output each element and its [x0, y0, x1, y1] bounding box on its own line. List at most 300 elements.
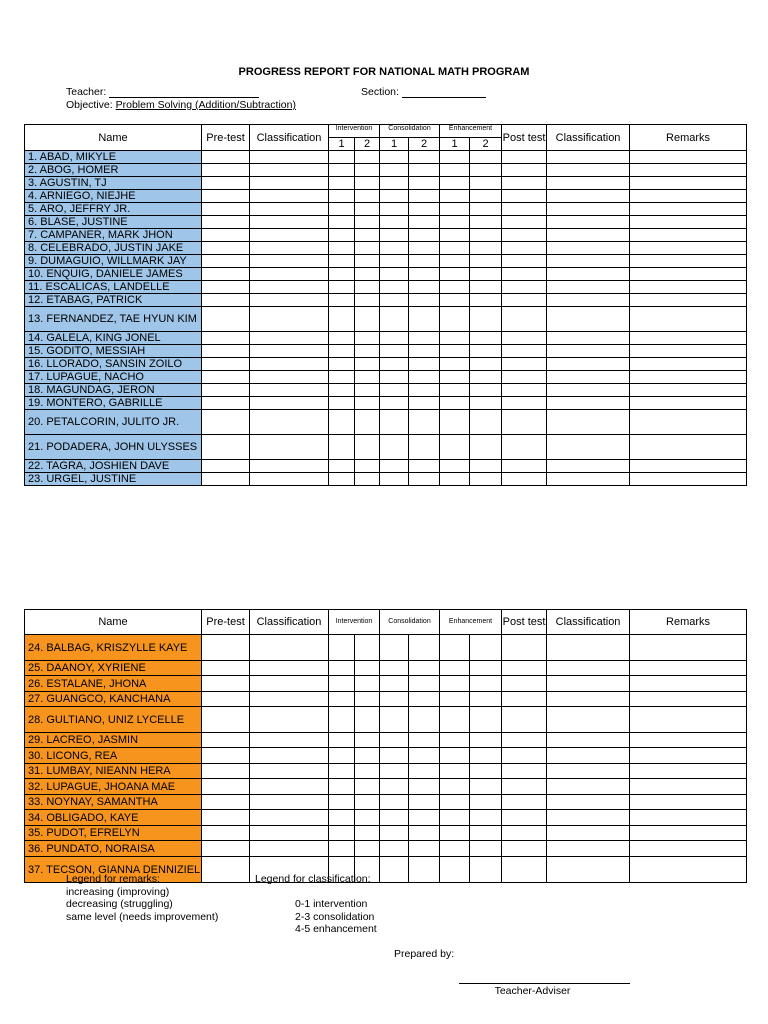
- enhancement-2-cell[interactable]: [470, 358, 502, 371]
- enhancement-1-cell[interactable]: [440, 242, 470, 255]
- intervention-1-cell[interactable]: [329, 164, 355, 177]
- intervention-1-cell[interactable]: [329, 707, 355, 733]
- classification-2-cell[interactable]: [547, 203, 630, 216]
- intervention-1-cell[interactable]: [329, 151, 355, 164]
- consolidation-1-cell[interactable]: [380, 810, 409, 826]
- pretest-cell[interactable]: [202, 281, 250, 294]
- enhancement-2-cell[interactable]: [470, 733, 502, 748]
- classification-2-cell[interactable]: [547, 410, 630, 435]
- pretest-cell[interactable]: [202, 810, 250, 826]
- intervention-2-cell[interactable]: [355, 190, 380, 203]
- enhancement-1-cell[interactable]: [440, 410, 470, 435]
- classification-cell[interactable]: [250, 810, 329, 826]
- enhancement-1-cell[interactable]: [440, 635, 470, 661]
- consolidation-2-cell[interactable]: [409, 397, 440, 410]
- enhancement-2-cell[interactable]: [470, 857, 502, 883]
- consolidation-2-cell[interactable]: [409, 268, 440, 281]
- enhancement-2-cell[interactable]: [470, 294, 502, 307]
- consolidation-2-cell[interactable]: [409, 733, 440, 748]
- classification-cell[interactable]: [250, 410, 329, 435]
- intervention-1-cell[interactable]: [329, 177, 355, 190]
- enhancement-1-cell[interactable]: [440, 164, 470, 177]
- enhancement-1-cell[interactable]: [440, 810, 470, 826]
- pretest-cell[interactable]: [202, 294, 250, 307]
- enhancement-1-cell[interactable]: [440, 733, 470, 748]
- remarks-cell[interactable]: [630, 190, 747, 203]
- remarks-cell[interactable]: [630, 764, 747, 779]
- remarks-cell[interactable]: [630, 384, 747, 397]
- consolidation-2-cell[interactable]: [409, 384, 440, 397]
- intervention-2-cell[interactable]: [355, 229, 380, 242]
- posttest-cell[interactable]: [502, 410, 547, 435]
- enhancement-1-cell[interactable]: [440, 268, 470, 281]
- consolidation-1-cell[interactable]: [380, 764, 409, 779]
- consolidation-2-cell[interactable]: [409, 635, 440, 661]
- posttest-cell[interactable]: [502, 255, 547, 268]
- intervention-2-cell[interactable]: [355, 397, 380, 410]
- enhancement-2-cell[interactable]: [470, 281, 502, 294]
- consolidation-2-cell[interactable]: [409, 345, 440, 358]
- intervention-1-cell[interactable]: [329, 397, 355, 410]
- remarks-cell[interactable]: [630, 676, 747, 692]
- pretest-cell[interactable]: [202, 190, 250, 203]
- consolidation-1-cell[interactable]: [380, 177, 409, 190]
- posttest-cell[interactable]: [502, 676, 547, 692]
- enhancement-2-cell[interactable]: [470, 692, 502, 707]
- intervention-1-cell[interactable]: [329, 190, 355, 203]
- enhancement-2-cell[interactable]: [470, 764, 502, 779]
- intervention-1-cell[interactable]: [329, 255, 355, 268]
- intervention-2-cell[interactable]: [355, 255, 380, 268]
- classification-2-cell[interactable]: [547, 307, 630, 332]
- consolidation-1-cell[interactable]: [380, 216, 409, 229]
- consolidation-2-cell[interactable]: [409, 164, 440, 177]
- remarks-cell[interactable]: [630, 203, 747, 216]
- remarks-cell[interactable]: [630, 358, 747, 371]
- pretest-cell[interactable]: [202, 707, 250, 733]
- enhancement-1-cell[interactable]: [440, 661, 470, 676]
- intervention-1-cell[interactable]: [329, 460, 355, 473]
- remarks-cell[interactable]: [630, 410, 747, 435]
- enhancement-1-cell[interactable]: [440, 190, 470, 203]
- posttest-cell[interactable]: [502, 307, 547, 332]
- consolidation-2-cell[interactable]: [409, 307, 440, 332]
- enhancement-1-cell[interactable]: [440, 255, 470, 268]
- remarks-cell[interactable]: [630, 151, 747, 164]
- consolidation-2-cell[interactable]: [409, 203, 440, 216]
- pretest-cell[interactable]: [202, 216, 250, 229]
- classification-cell[interactable]: [250, 748, 329, 764]
- pretest-cell[interactable]: [202, 332, 250, 345]
- consolidation-2-cell[interactable]: [409, 255, 440, 268]
- posttest-cell[interactable]: [502, 190, 547, 203]
- posttest-cell[interactable]: [502, 177, 547, 190]
- enhancement-2-cell[interactable]: [470, 203, 502, 216]
- posttest-cell[interactable]: [502, 795, 547, 810]
- intervention-2-cell[interactable]: [355, 707, 380, 733]
- posttest-cell[interactable]: [502, 707, 547, 733]
- enhancement-2-cell[interactable]: [470, 332, 502, 345]
- posttest-cell[interactable]: [502, 779, 547, 795]
- consolidation-1-cell[interactable]: [380, 203, 409, 216]
- remarks-cell[interactable]: [630, 164, 747, 177]
- consolidation-1-cell[interactable]: [380, 473, 409, 486]
- enhancement-2-cell[interactable]: [470, 255, 502, 268]
- remarks-cell[interactable]: [630, 345, 747, 358]
- classification-2-cell[interactable]: [547, 345, 630, 358]
- consolidation-1-cell[interactable]: [380, 384, 409, 397]
- posttest-cell[interactable]: [502, 242, 547, 255]
- consolidation-1-cell[interactable]: [380, 733, 409, 748]
- classification-2-cell[interactable]: [547, 460, 630, 473]
- classification-2-cell[interactable]: [547, 748, 630, 764]
- posttest-cell[interactable]: [502, 332, 547, 345]
- consolidation-2-cell[interactable]: [409, 707, 440, 733]
- enhancement-1-cell[interactable]: [440, 358, 470, 371]
- posttest-cell[interactable]: [502, 635, 547, 661]
- posttest-cell[interactable]: [502, 435, 547, 460]
- enhancement-2-cell[interactable]: [470, 164, 502, 177]
- pretest-cell[interactable]: [202, 826, 250, 841]
- remarks-cell[interactable]: [630, 307, 747, 332]
- consolidation-1-cell[interactable]: [380, 371, 409, 384]
- intervention-2-cell[interactable]: [355, 242, 380, 255]
- consolidation-1-cell[interactable]: [380, 345, 409, 358]
- consolidation-2-cell[interactable]: [409, 460, 440, 473]
- consolidation-1-cell[interactable]: [380, 841, 409, 857]
- consolidation-1-cell[interactable]: [380, 692, 409, 707]
- intervention-2-cell[interactable]: [355, 841, 380, 857]
- pretest-cell[interactable]: [202, 151, 250, 164]
- remarks-cell[interactable]: [630, 826, 747, 841]
- intervention-2-cell[interactable]: [355, 384, 380, 397]
- posttest-cell[interactable]: [502, 384, 547, 397]
- enhancement-1-cell[interactable]: [440, 841, 470, 857]
- classification-2-cell[interactable]: [547, 268, 630, 281]
- enhancement-2-cell[interactable]: [470, 177, 502, 190]
- consolidation-1-cell[interactable]: [380, 676, 409, 692]
- enhancement-2-cell[interactable]: [470, 676, 502, 692]
- consolidation-2-cell[interactable]: [409, 177, 440, 190]
- remarks-cell[interactable]: [630, 692, 747, 707]
- classification-2-cell[interactable]: [547, 779, 630, 795]
- intervention-1-cell[interactable]: [329, 676, 355, 692]
- pretest-cell[interactable]: [202, 177, 250, 190]
- posttest-cell[interactable]: [502, 345, 547, 358]
- enhancement-1-cell[interactable]: [440, 692, 470, 707]
- posttest-cell[interactable]: [502, 151, 547, 164]
- pretest-cell[interactable]: [202, 164, 250, 177]
- remarks-cell[interactable]: [630, 268, 747, 281]
- consolidation-1-cell[interactable]: [380, 268, 409, 281]
- enhancement-2-cell[interactable]: [470, 190, 502, 203]
- classification-cell[interactable]: [250, 151, 329, 164]
- remarks-cell[interactable]: [630, 332, 747, 345]
- intervention-2-cell[interactable]: [355, 460, 380, 473]
- classification-cell[interactable]: [250, 294, 329, 307]
- enhancement-2-cell[interactable]: [470, 229, 502, 242]
- consolidation-1-cell[interactable]: [380, 358, 409, 371]
- intervention-2-cell[interactable]: [355, 164, 380, 177]
- remarks-cell[interactable]: [630, 810, 747, 826]
- pretest-cell[interactable]: [202, 203, 250, 216]
- remarks-cell[interactable]: [630, 635, 747, 661]
- intervention-2-cell[interactable]: [355, 795, 380, 810]
- intervention-1-cell[interactable]: [329, 635, 355, 661]
- consolidation-1-cell[interactable]: [380, 255, 409, 268]
- pretest-cell[interactable]: [202, 473, 250, 486]
- intervention-1-cell[interactable]: [329, 384, 355, 397]
- consolidation-1-cell[interactable]: [380, 707, 409, 733]
- remarks-cell[interactable]: [630, 294, 747, 307]
- consolidation-1-cell[interactable]: [380, 795, 409, 810]
- remarks-cell[interactable]: [630, 857, 747, 883]
- intervention-2-cell[interactable]: [355, 332, 380, 345]
- pretest-cell[interactable]: [202, 358, 250, 371]
- classification-cell[interactable]: [250, 203, 329, 216]
- classification-cell[interactable]: [250, 332, 329, 345]
- enhancement-2-cell[interactable]: [470, 216, 502, 229]
- consolidation-2-cell[interactable]: [409, 473, 440, 486]
- remarks-cell[interactable]: [630, 733, 747, 748]
- intervention-2-cell[interactable]: [355, 764, 380, 779]
- classification-cell[interactable]: [250, 635, 329, 661]
- intervention-2-cell[interactable]: [355, 661, 380, 676]
- intervention-2-cell[interactable]: [355, 203, 380, 216]
- posttest-cell[interactable]: [502, 748, 547, 764]
- enhancement-1-cell[interactable]: [440, 229, 470, 242]
- posttest-cell[interactable]: [502, 397, 547, 410]
- enhancement-1-cell[interactable]: [440, 460, 470, 473]
- posttest-cell[interactable]: [502, 692, 547, 707]
- classification-cell[interactable]: [250, 473, 329, 486]
- classification-cell[interactable]: [250, 255, 329, 268]
- intervention-2-cell[interactable]: [355, 635, 380, 661]
- remarks-cell[interactable]: [630, 795, 747, 810]
- enhancement-2-cell[interactable]: [470, 473, 502, 486]
- intervention-1-cell[interactable]: [329, 826, 355, 841]
- intervention-2-cell[interactable]: [355, 779, 380, 795]
- enhancement-1-cell[interactable]: [440, 307, 470, 332]
- enhancement-2-cell[interactable]: [470, 841, 502, 857]
- enhancement-1-cell[interactable]: [440, 826, 470, 841]
- pretest-cell[interactable]: [202, 255, 250, 268]
- intervention-2-cell[interactable]: [355, 281, 380, 294]
- consolidation-1-cell[interactable]: [380, 332, 409, 345]
- classification-2-cell[interactable]: [547, 164, 630, 177]
- remarks-cell[interactable]: [630, 841, 747, 857]
- pretest-cell[interactable]: [202, 410, 250, 435]
- classification-cell[interactable]: [250, 177, 329, 190]
- intervention-2-cell[interactable]: [355, 435, 380, 460]
- consolidation-2-cell[interactable]: [409, 661, 440, 676]
- enhancement-2-cell[interactable]: [470, 151, 502, 164]
- classification-cell[interactable]: [250, 397, 329, 410]
- enhancement-2-cell[interactable]: [470, 397, 502, 410]
- consolidation-2-cell[interactable]: [409, 216, 440, 229]
- consolidation-1-cell[interactable]: [380, 190, 409, 203]
- enhancement-1-cell[interactable]: [440, 345, 470, 358]
- intervention-2-cell[interactable]: [355, 748, 380, 764]
- intervention-2-cell[interactable]: [355, 268, 380, 281]
- consolidation-1-cell[interactable]: [380, 397, 409, 410]
- enhancement-2-cell[interactable]: [470, 795, 502, 810]
- intervention-2-cell[interactable]: [355, 151, 380, 164]
- pretest-cell[interactable]: [202, 460, 250, 473]
- consolidation-2-cell[interactable]: [409, 435, 440, 460]
- consolidation-2-cell[interactable]: [409, 410, 440, 435]
- classification-cell[interactable]: [250, 826, 329, 841]
- pretest-cell[interactable]: [202, 397, 250, 410]
- enhancement-2-cell[interactable]: [470, 410, 502, 435]
- remarks-cell[interactable]: [630, 707, 747, 733]
- intervention-2-cell[interactable]: [355, 410, 380, 435]
- intervention-2-cell[interactable]: [355, 692, 380, 707]
- consolidation-2-cell[interactable]: [409, 764, 440, 779]
- classification-cell[interactable]: [250, 661, 329, 676]
- intervention-2-cell[interactable]: [355, 473, 380, 486]
- intervention-2-cell[interactable]: [355, 345, 380, 358]
- posttest-cell[interactable]: [502, 281, 547, 294]
- posttest-cell[interactable]: [502, 857, 547, 883]
- consolidation-1-cell[interactable]: [380, 435, 409, 460]
- pretest-cell[interactable]: [202, 764, 250, 779]
- classification-2-cell[interactable]: [547, 676, 630, 692]
- pretest-cell[interactable]: [202, 676, 250, 692]
- classification-cell[interactable]: [250, 229, 329, 242]
- remarks-cell[interactable]: [630, 255, 747, 268]
- remarks-cell[interactable]: [630, 748, 747, 764]
- consolidation-2-cell[interactable]: [409, 294, 440, 307]
- classification-cell[interactable]: [250, 268, 329, 281]
- intervention-2-cell[interactable]: [355, 676, 380, 692]
- classification-cell[interactable]: [250, 764, 329, 779]
- consolidation-1-cell[interactable]: [380, 164, 409, 177]
- pretest-cell[interactable]: [202, 795, 250, 810]
- pretest-cell[interactable]: [202, 748, 250, 764]
- remarks-cell[interactable]: [630, 779, 747, 795]
- posttest-cell[interactable]: [502, 229, 547, 242]
- classification-2-cell[interactable]: [547, 216, 630, 229]
- remarks-cell[interactable]: [630, 397, 747, 410]
- classification-2-cell[interactable]: [547, 242, 630, 255]
- posttest-cell[interactable]: [502, 661, 547, 676]
- intervention-1-cell[interactable]: [329, 242, 355, 255]
- classification-cell[interactable]: [250, 190, 329, 203]
- enhancement-2-cell[interactable]: [470, 435, 502, 460]
- intervention-1-cell[interactable]: [329, 410, 355, 435]
- classification-2-cell[interactable]: [547, 435, 630, 460]
- enhancement-1-cell[interactable]: [440, 795, 470, 810]
- classification-2-cell[interactable]: [547, 332, 630, 345]
- intervention-2-cell[interactable]: [355, 358, 380, 371]
- classification-2-cell[interactable]: [547, 733, 630, 748]
- remarks-cell[interactable]: [630, 281, 747, 294]
- consolidation-2-cell[interactable]: [409, 841, 440, 857]
- consolidation-2-cell[interactable]: [409, 826, 440, 841]
- classification-2-cell[interactable]: [547, 384, 630, 397]
- consolidation-1-cell[interactable]: [380, 857, 409, 883]
- classification-2-cell[interactable]: [547, 190, 630, 203]
- consolidation-2-cell[interactable]: [409, 748, 440, 764]
- classification-2-cell[interactable]: [547, 692, 630, 707]
- pretest-cell[interactable]: [202, 661, 250, 676]
- remarks-cell[interactable]: [630, 435, 747, 460]
- classification-cell[interactable]: [250, 358, 329, 371]
- posttest-cell[interactable]: [502, 733, 547, 748]
- posttest-cell[interactable]: [502, 268, 547, 281]
- posttest-cell[interactable]: [502, 764, 547, 779]
- intervention-2-cell[interactable]: [355, 294, 380, 307]
- classification-cell[interactable]: [250, 242, 329, 255]
- enhancement-2-cell[interactable]: [470, 779, 502, 795]
- pretest-cell[interactable]: [202, 692, 250, 707]
- enhancement-1-cell[interactable]: [440, 332, 470, 345]
- enhancement-1-cell[interactable]: [440, 779, 470, 795]
- remarks-cell[interactable]: [630, 242, 747, 255]
- classification-cell[interactable]: [250, 371, 329, 384]
- consolidation-1-cell[interactable]: [380, 151, 409, 164]
- intervention-1-cell[interactable]: [329, 294, 355, 307]
- enhancement-1-cell[interactable]: [440, 857, 470, 883]
- consolidation-2-cell[interactable]: [409, 810, 440, 826]
- classification-cell[interactable]: [250, 779, 329, 795]
- consolidation-1-cell[interactable]: [380, 635, 409, 661]
- classification-2-cell[interactable]: [547, 707, 630, 733]
- classification-cell[interactable]: [250, 841, 329, 857]
- consolidation-2-cell[interactable]: [409, 779, 440, 795]
- posttest-cell[interactable]: [502, 826, 547, 841]
- classification-2-cell[interactable]: [547, 397, 630, 410]
- classification-cell[interactable]: [250, 676, 329, 692]
- classification-2-cell[interactable]: [547, 810, 630, 826]
- consolidation-1-cell[interactable]: [380, 779, 409, 795]
- intervention-1-cell[interactable]: [329, 779, 355, 795]
- classification-2-cell[interactable]: [547, 826, 630, 841]
- classification-2-cell[interactable]: [547, 635, 630, 661]
- pretest-cell[interactable]: [202, 435, 250, 460]
- pretest-cell[interactable]: [202, 307, 250, 332]
- pretest-cell[interactable]: [202, 371, 250, 384]
- consolidation-2-cell[interactable]: [409, 151, 440, 164]
- posttest-cell[interactable]: [502, 358, 547, 371]
- enhancement-1-cell[interactable]: [440, 371, 470, 384]
- enhancement-2-cell[interactable]: [470, 384, 502, 397]
- enhancement-2-cell[interactable]: [470, 460, 502, 473]
- consolidation-1-cell[interactable]: [380, 242, 409, 255]
- classification-2-cell[interactable]: [547, 281, 630, 294]
- classification-2-cell[interactable]: [547, 661, 630, 676]
- intervention-1-cell[interactable]: [329, 345, 355, 358]
- enhancement-1-cell[interactable]: [440, 281, 470, 294]
- posttest-cell[interactable]: [502, 460, 547, 473]
- classification-cell[interactable]: [250, 307, 329, 332]
- enhancement-2-cell[interactable]: [470, 707, 502, 733]
- enhancement-1-cell[interactable]: [440, 748, 470, 764]
- consolidation-2-cell[interactable]: [409, 229, 440, 242]
- enhancement-2-cell[interactable]: [470, 268, 502, 281]
- pretest-cell[interactable]: [202, 384, 250, 397]
- posttest-cell[interactable]: [502, 841, 547, 857]
- intervention-1-cell[interactable]: [329, 216, 355, 229]
- enhancement-1-cell[interactable]: [440, 473, 470, 486]
- enhancement-2-cell[interactable]: [470, 242, 502, 255]
- classification-2-cell[interactable]: [547, 177, 630, 190]
- pretest-cell[interactable]: [202, 268, 250, 281]
- consolidation-2-cell[interactable]: [409, 676, 440, 692]
- consolidation-1-cell[interactable]: [380, 661, 409, 676]
- posttest-cell[interactable]: [502, 371, 547, 384]
